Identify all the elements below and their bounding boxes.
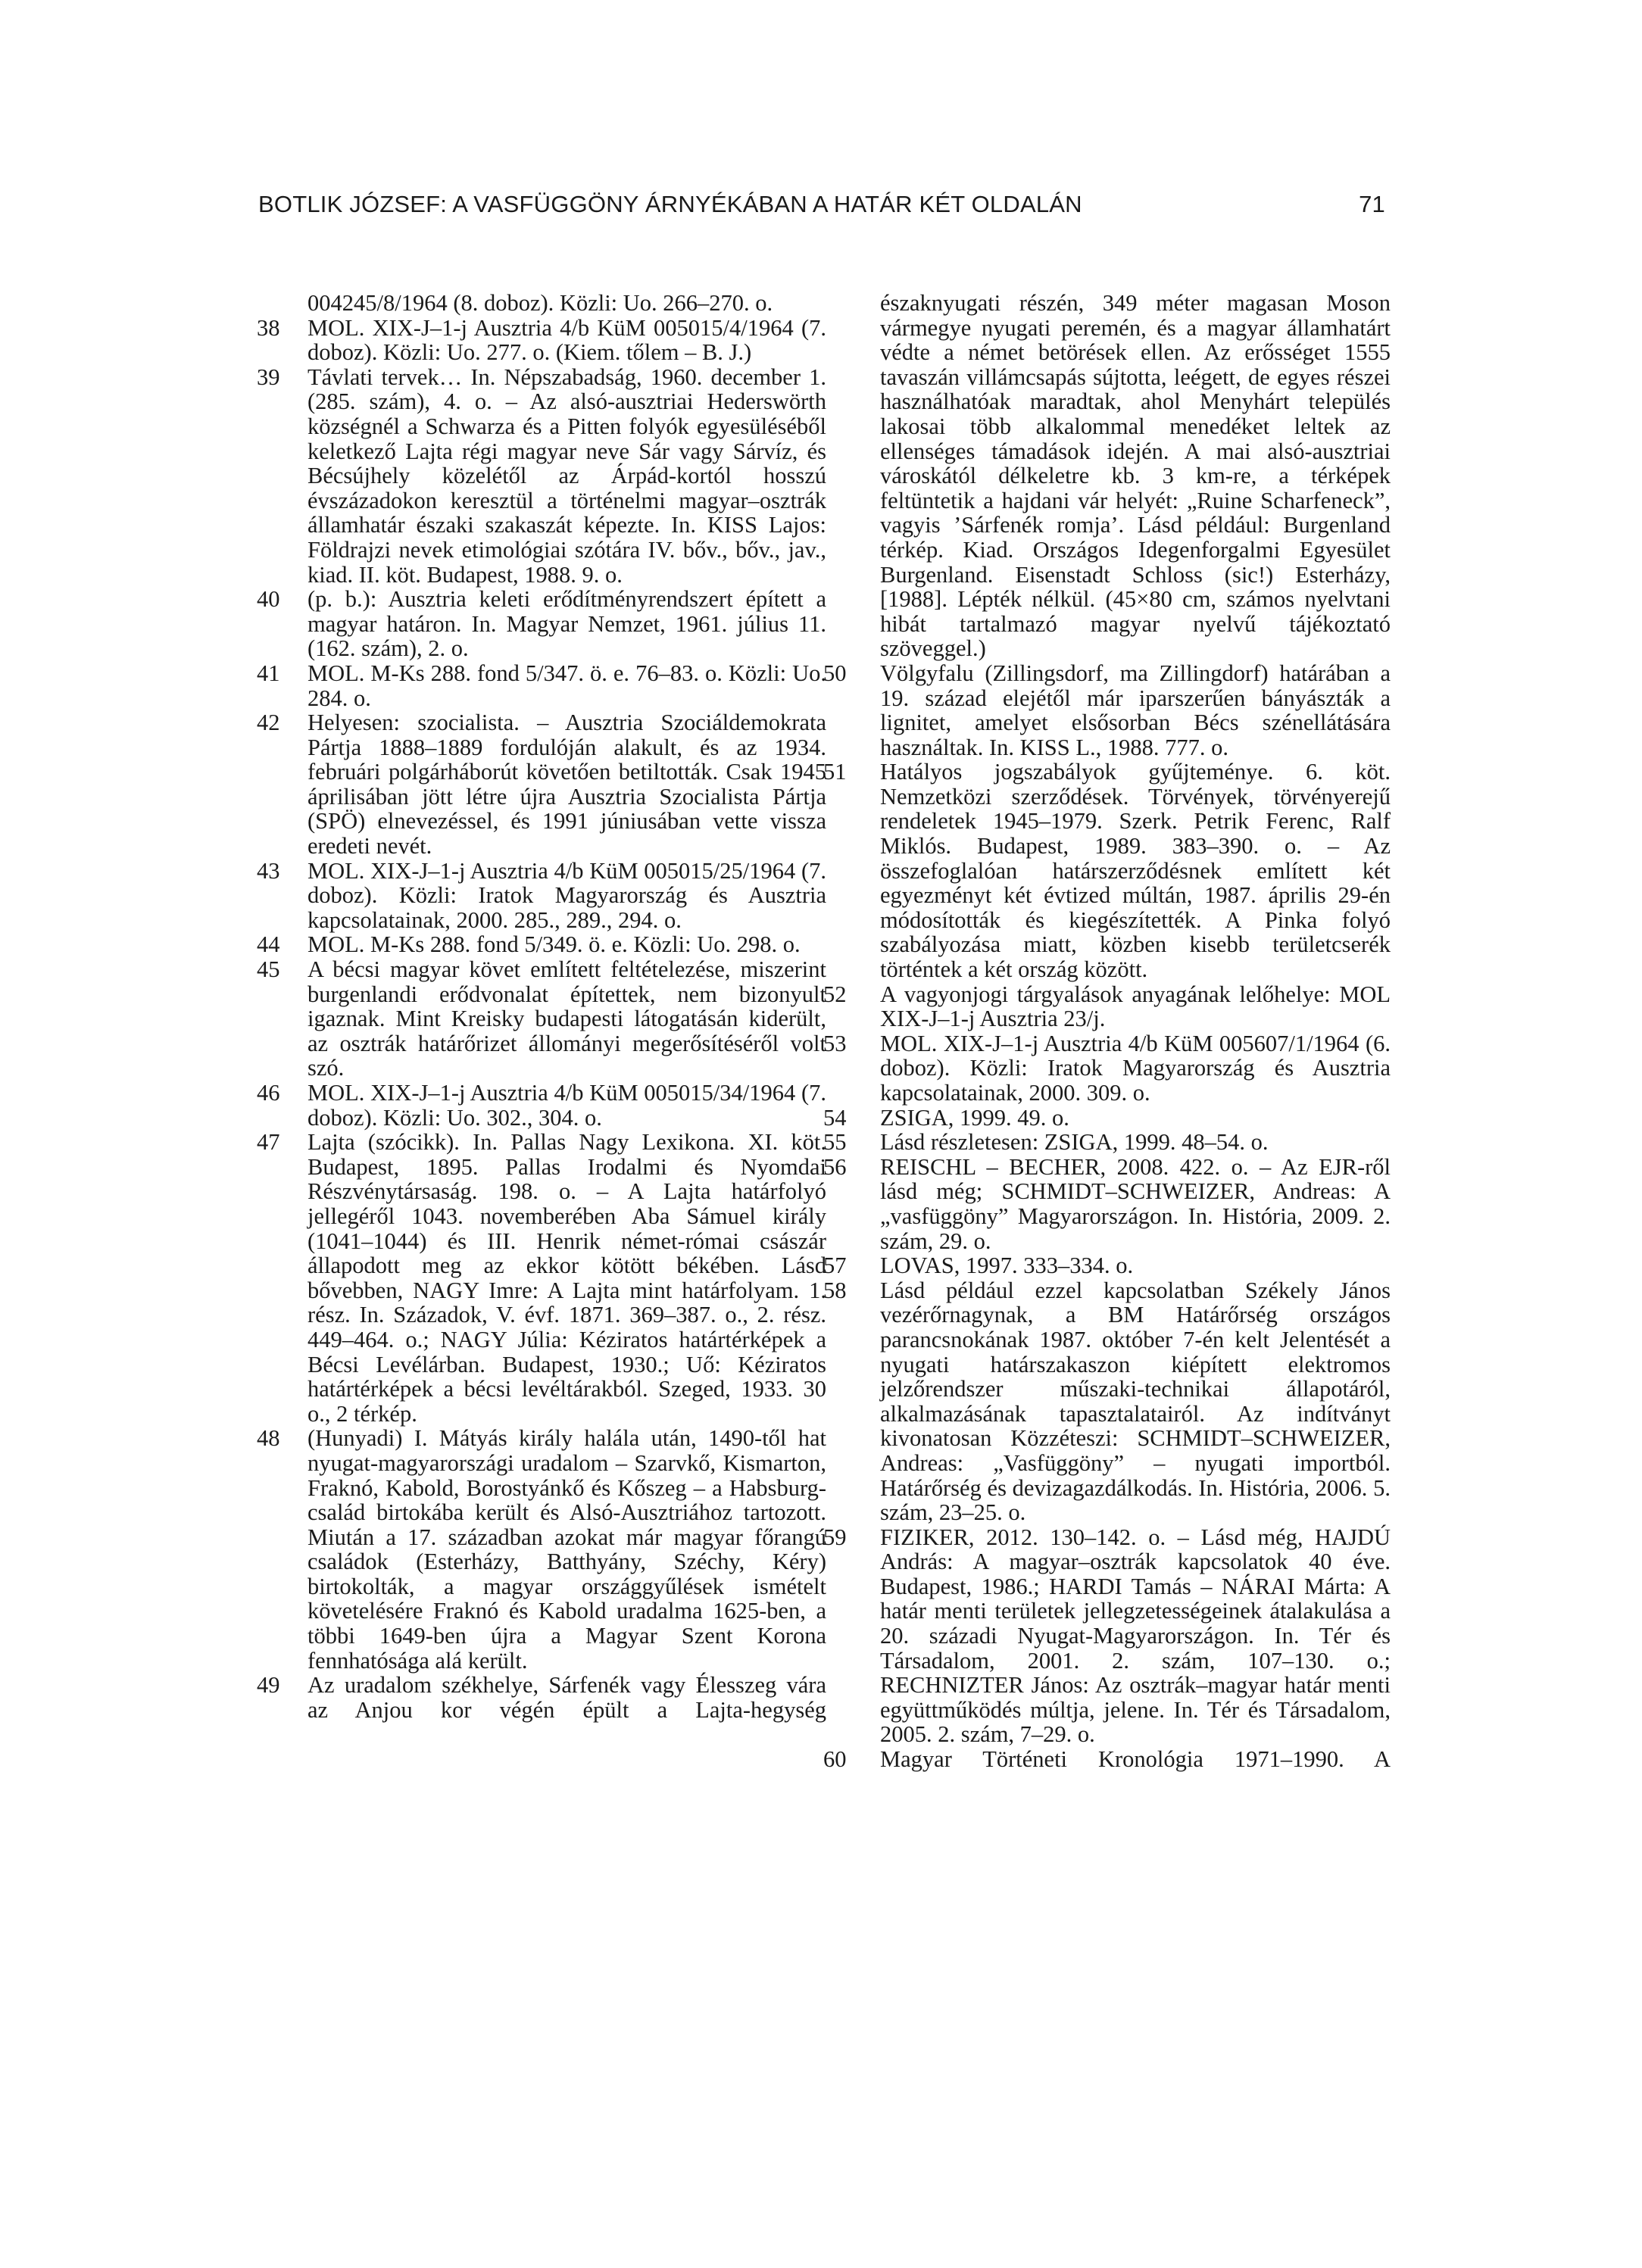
footnote-52 <box>823 981 1391 1032</box>
footnote-56 <box>823 1153 1391 1254</box>
footnote-number: 39 <box>257 363 280 390</box>
footnote-53 <box>823 1030 1391 1106</box>
page-number: 71 <box>1359 191 1385 217</box>
footnote-text: ZSIGA, 1999. 49. o. <box>880 1104 1069 1131</box>
footnote-text: MOL. XIX-J–1-j Ausztria 4/b KüM 005015/4/1964 (7. doboz). Közli: Uo. 277. o. (Kiem. tőlem – B. J.) <box>307 314 826 366</box>
footnote-46 <box>257 1081 826 1130</box>
footnote-text: LOVAS, 1997. 333–334. o. <box>880 1253 1134 1279</box>
footnote-45 <box>257 957 826 1081</box>
footnote-continuation: 004245/8/1964 (8. doboz). Közli: Uo. 266–270. o. <box>307 290 773 316</box>
footnote-text: Helyesen: szocialista. – Ausztria Szociáldemokrata Pártja 1888–1889 fordulóján alakult, és az 1934. februári polgárháborút követően betiltották. Csak 1945 áprilisában jött létre újra Ausztria Szocialista Pártja (SPÖ) elnevezéssel, és 1991 júniusában vette vissza eredeti nevét. <box>307 710 826 859</box>
footnote-number: 42 <box>257 710 280 736</box>
footnote-number: 56 <box>823 1153 847 1180</box>
footnote-number: 44 <box>257 931 280 958</box>
footnote-number: 47 <box>257 1129 280 1156</box>
footnote-58 <box>823 1277 1391 1526</box>
footnote-42 <box>257 710 826 859</box>
footnote-43 <box>257 859 826 933</box>
footnote-text: MOL. XIX-J–1-j Ausztria 4/b KüM 005015/34/1964 (7. doboz). Közli: Uo. 302., 304. o. <box>307 1080 826 1131</box>
footnote-55 <box>823 1129 1391 1156</box>
footnote-number: 57 <box>823 1253 847 1279</box>
footnote-text: (p. b.): Ausztria keleti erődítményrendszert épített a magyar határon. In. Magyar Nemzet, 1961. július 11. (162. szám), 2. o. <box>307 586 826 662</box>
footnote-text: A bécsi magyar követ említett feltételezése, miszerint burgenlandi erődvonalat építettek, nem bizonyult igaznak. Mint Kreisky budapesti látogatásán kiderült, az osztrák határőrizet állományi megerősítéséről volt szó. <box>307 956 826 1081</box>
running-header <box>258 191 1385 229</box>
footnote-47 <box>257 1130 826 1426</box>
footnote-text: (Hunyadi) I. Mátyás király halála után, 1490-től hat nyugat-magyarországi uradalom – Szarvkő, Kismarton, Fraknó, Kabold, Borostyánkő és Kőszeg – a Habsburg-család birtokába került és Alsó-Ausztriához tartozott. Miután a 17. században azokat már magyar főrangú családok (Esterházy, Batthyány, Széchy, Kéry) birtokolták, a magyar országgyűlések ismételt követelésére Fraknó és Kabold uradalma 1625-ben, a többi 1649-ben újra a Magyar Szent Korona fennhatósága alá került. <box>307 1425 826 1674</box>
footnote-text: REISCHL – BECHER, 2008. 422. o. – Az EJR-ről lásd még; SCHMIDT–SCHWEIZER, Andreas: A „vasfüggöny” Magyarországon. In. História, 2009. 2. szám, 29. o. <box>880 1153 1391 1254</box>
footnote-number: 43 <box>257 857 280 884</box>
footnote-50 <box>823 660 1391 760</box>
footnote-number: 40 <box>257 586 280 613</box>
footnote-text: MOL. M-Ks 288. fond 5/349. ö. e. Közli: Uo. 298. o. <box>307 931 801 958</box>
footnote-text: Lásd részletesen: ZSIGA, 1999. 48–54. o. <box>880 1129 1269 1156</box>
footnote-text: Az uradalom székhelye, Sárfenék vagy Élesszeg vára az Anjou kor végén épült a Lajta-hegység <box>307 1672 826 1723</box>
footnote-number: 48 <box>257 1425 280 1452</box>
footnote-number: 60 <box>823 1746 847 1773</box>
footnote-text: Lajta (szócikk). In. Pallas Nagy Lexikona. XI. köt. Budapest, 1895. Pallas Irodalmi és Nyomdai Részvénytársaság. 198. o. – A Lajta határfolyó jellegéről 1043. novemberében Aba Sámuel király (1041–1044) és III. Henrik német-római császár állapodott meg az ekkor kötött békében. Lásd bővebben, NAGY Imre: A Lajta mint határfolyam. 1. rész. In. Századok, V. évf. 1871. 369–387. o., 2. rész. 449–464. o.; NAGY Júlia: Kéziratos határtérképek a Bécsi Levélárban. Budapest, 1930.; Uő: Kéziratos határtérképek a bécsi levéltárakból. Szeged, 1933. 30 o., 2 térkép. <box>307 1129 826 1427</box>
footnote-38 <box>257 316 826 365</box>
footnote-39 <box>257 365 826 587</box>
right-column <box>823 290 1391 1773</box>
footnote-number: 58 <box>823 1277 847 1303</box>
footnote-number: 46 <box>257 1080 280 1106</box>
footnote-44 <box>257 932 826 957</box>
footnote-text: MOL. XIX-J–1-j Ausztria 4/b KüM 005015/25/1964 (7. doboz). Közli: Iratok Magyarország és Ausztria kapcsolatainak, 2000. 285., 289., 294. o. <box>307 857 826 933</box>
footnote-49 <box>257 1673 826 1722</box>
footnote-continuation: északnyugati részén, 349 méter magasan Moson vármegye nyugati peremén, és a magyar államhatárt védte a német betörések ellen. Az erősséget 1555 tavaszán villámcsapás sújtotta, leégett, de egyes részei használhatóak maradtak, ahol Menyhárt település lakosai több alkalommal menedéket leltek az ellenséges támadások idején. A mai alsó-ausztriai városkától délkeletre kb. 3 km-re, a térképek feltüntetik a hajdani vár helyét: „Ruine Scharfeneck”, vagyis ’Sárfenék romja’. Lásd például: Burgenland térkép. Kiad. Országos Idegenforgalmi Egyesület Burgenland. Eisenstadt Schloss (sic!) Esterházy, [1988]. Lépték nélkül. (45×80 cm, számos nyelvtani hibát tartalmazó magyar nyelvű tájékoztató szöveggel.) <box>880 290 1391 662</box>
footnote-text: Lásd például ezzel kapcsolatban Székely János vezérőrnagynak, a BM Határőrség országos parancsnokának 1987. október 7-én kelt Jelentését a nyugati határszakaszon kiépített elektromos jelzőrendszer műszaki-technikai állapotáról, alkalmazásának tapasztalatairól. Az indítványt kivonatosan Közzéteszi: SCHMIDT–SCHWEIZER, Andreas: „Vasfüggöny” – nyugati importból. Határőrség és devizagazdálkodás. In. História, 2006. 5. szám, 23–25. o. <box>880 1277 1391 1526</box>
footnote-60 <box>823 1746 1391 1773</box>
footnote-51 <box>823 759 1391 983</box>
footnote-48 <box>257 1426 826 1673</box>
footnote-41 <box>257 661 826 710</box>
footnote-number: 45 <box>257 956 280 983</box>
footnote-text: A vagyonjogi tárgyalások anyagának lelőhelye: MOL XIX-J–1-j Ausztria 23/j. <box>880 981 1391 1032</box>
footnote-59 <box>823 1524 1391 1748</box>
footnote-text: Hatályos jogszabályok gyűjteménye. 6. köt. Nemzetközi szerződések. Törvények, törvényerejű rendeletek 1945–1979. Szerk. Petrik Ferenc, Ralf Miklós. Budapest, 1989. 383–390. o. – Az összefoglalóan határszerződésnek említett két egyezményt két évtized múltán, 1987. április 29-én módosították és kiegészítették. A Pinka folyó szabályozása miatt, közben kisebb területcserék történtek a két ország között. <box>880 759 1391 983</box>
footnote-number: 59 <box>823 1524 847 1550</box>
footnote-number: 50 <box>823 660 847 686</box>
footnote-number: 55 <box>823 1129 847 1156</box>
footnote-40 <box>257 587 826 661</box>
footnote-57 <box>823 1253 1391 1279</box>
footnote-number: 38 <box>257 314 280 341</box>
footnote-number: 51 <box>823 759 847 785</box>
footnote-number: 54 <box>823 1104 847 1131</box>
header-title: BOTLIK JÓZSEF: A VASFÜGGÖNY ÁRNYÉKÁBAN A HATÁR KÉT OLDALÁN <box>258 191 1082 217</box>
left-column <box>257 291 826 1722</box>
footnote-text: MOL. M-Ks 288. fond 5/347. ö. e. 76–83. o. Közli: Uo. 284. o. <box>307 660 826 711</box>
footnote-text: Távlati tervek… In. Népszabadság, 1960. december 1. (285. szám), 4. o. – Az alsó-ausztriai Hederswörth községnél a Schwarza és a Pitten folyók egyesüléséből keletkező Lajta régi magyar neve Sár vagy Sárvíz, és Bécsújhely közelétől az Árpád-kortól hosszú évszázadokon keresztül a történelmi magyar–osztrák államhatár északi szakaszát képezte. In. KISS Lajos: Földrajzi nevek etimológiai szótára IV. bőv., bőv., jav., kiad. II. köt. Budapest, 1988. 9. o. <box>307 363 826 588</box>
footnote-text: FIZIKER, 2012. 130–142. o. – Lásd még, HAJDÚ András: A magyar–osztrák kapcsolatok 40 éve. Budapest, 1986.; HARDI Tamás – NÁRAI Márta: A határ menti területek jellegzetességeinek átalakulása a 20. századi Nyugat-Magyarországon. In. Tér és Társadalom, 2001. 2. szám, 107–130. o.; RECHNIZTER János: Az osztrák–magyar határ menti együttműködés múltja, jelene. In. Tér és Társadalom, 2005. 2. szám, 7–29. o. <box>880 1524 1391 1748</box>
footnote-54 <box>823 1104 1391 1131</box>
footnote-text: MOL. XIX-J–1-j Ausztria 4/b KüM 005607/1/1964 (6. doboz). Közli: Iratok Magyarország és Ausztria kapcsolatainak, 2000. 309. o. <box>880 1030 1391 1106</box>
footnote-number: 49 <box>257 1672 280 1699</box>
footnote-text: Magyar Történeti Kronológia 1971–1990. A <box>880 1746 1391 1773</box>
footnote-text: Völgyfalu (Zillingsdorf, ma Zillingdorf) határában a 19. század elejétől már iparszerűen bányászták a lignitet, amelyet elsősorban Bécs szénellátására használtak. In. KISS L., 1988. 777. o. <box>880 660 1391 760</box>
footnote-number: 52 <box>823 981 847 1007</box>
footnote-number: 41 <box>257 660 280 686</box>
footnote-number: 53 <box>823 1030 847 1056</box>
